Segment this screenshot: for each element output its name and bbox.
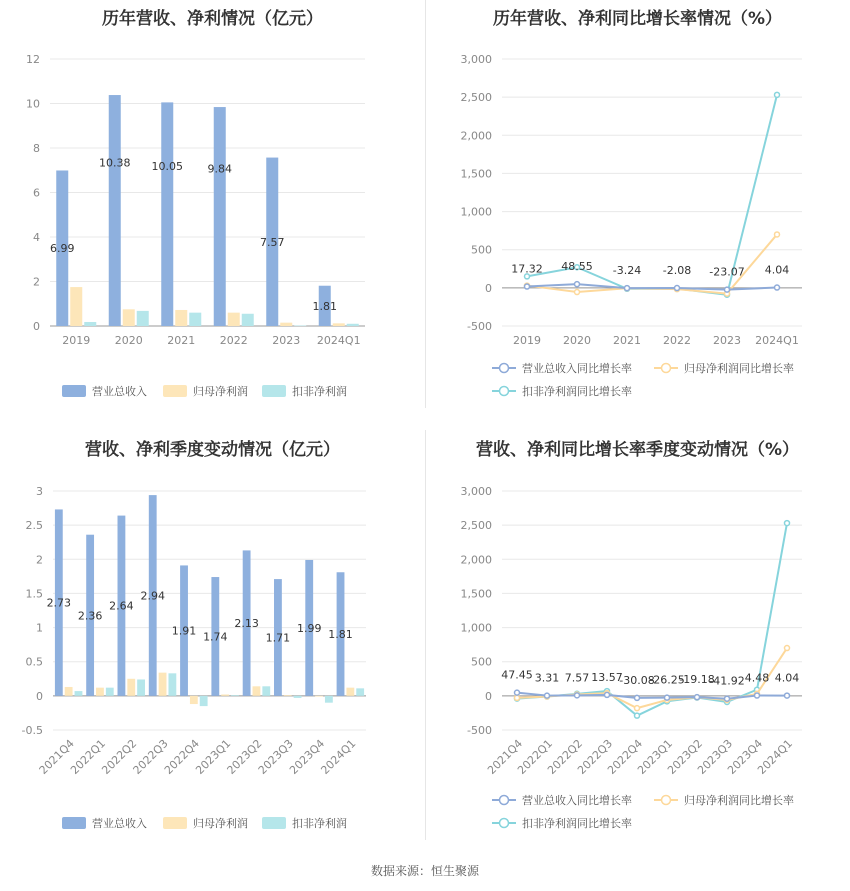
bar-deducted-profit — [294, 326, 306, 327]
bar-deducted-profit — [231, 695, 239, 696]
x-tick-label: 2023Q1 — [193, 736, 234, 777]
x-tick-label: 2023 — [713, 334, 741, 347]
data-label: 1.71 — [265, 631, 291, 645]
x-tick-label: 2024Q1 — [318, 736, 359, 777]
data-label: 2.73 — [46, 596, 72, 610]
data-point — [575, 290, 580, 295]
y-tick-label: 0 — [36, 689, 43, 703]
y-tick-label: 500 — [471, 655, 492, 669]
bar-revenue — [161, 102, 173, 326]
data-point — [785, 521, 790, 526]
x-tick-label: 2023 — [272, 334, 301, 347]
y-tick-label: 1,000 — [460, 621, 492, 635]
y-tick-label: -0.5 — [21, 724, 43, 737]
x-tick-label: 2024Q1 — [755, 334, 799, 347]
x-tick-label: 2022Q1 — [68, 736, 109, 777]
x-tick-label: 2022Q4 — [161, 736, 202, 777]
data-label: 6.99 — [50, 242, 75, 256]
bar-deducted-profit — [356, 688, 364, 696]
x-tick-label: 2019 — [513, 334, 541, 347]
y-tick-label: 2,000 — [460, 553, 492, 567]
bar-revenue — [109, 95, 121, 326]
legend-label: 营业总收入同比增长率 — [522, 362, 632, 375]
bar-net-profit — [253, 686, 261, 696]
x-tick-label: 2021Q4 — [485, 736, 526, 777]
legend-item[interactable] — [262, 384, 347, 398]
y-tick-label: 3 — [36, 485, 43, 498]
bar-deducted-profit — [242, 314, 254, 326]
data-label: 48.55 — [561, 260, 593, 274]
data-label: -19.18 — [679, 673, 715, 687]
x-tick-label: 2022Q1 — [515, 736, 556, 777]
data-label: 2.64 — [109, 599, 134, 613]
data-label: 4.48 — [744, 671, 770, 685]
legend-swatch — [262, 385, 286, 397]
data-point — [545, 693, 550, 698]
bar-net-profit — [175, 310, 187, 326]
data-point — [775, 285, 780, 290]
bar-deducted-profit — [75, 691, 83, 696]
data-point — [785, 646, 790, 651]
data-point — [775, 92, 780, 97]
legend-label: 归母净利润 — [193, 385, 248, 398]
data-point — [755, 693, 760, 698]
y-tick-label: 8 — [33, 142, 40, 155]
y-tick-label: 1,500 — [460, 167, 492, 181]
legend-item[interactable] — [654, 793, 794, 807]
bar-deducted-profit — [325, 696, 333, 703]
y-tick-label: 2,500 — [460, 519, 492, 533]
bar-net-profit — [228, 313, 240, 326]
bar-deducted-profit — [168, 673, 176, 696]
data-point — [515, 695, 520, 700]
data-point — [515, 690, 520, 695]
y-tick-label: 1.5 — [25, 587, 43, 601]
data-label: 2.36 — [77, 609, 103, 623]
y-tick-label: 6 — [33, 186, 40, 200]
x-tick-label: 2024Q1 — [316, 334, 361, 347]
bar-deducted-profit — [347, 324, 359, 326]
data-label: 7.57 — [260, 235, 285, 249]
data-point — [785, 693, 790, 698]
bar-deducted-profit — [84, 322, 96, 326]
chart-title-quarterly-revenue: 营收、净利季度变动情况（亿元） — [85, 440, 340, 460]
x-tick-label: 2020 — [114, 334, 143, 347]
data-point — [775, 232, 780, 237]
legend-swatch — [163, 817, 187, 829]
data-label: 1.91 — [171, 624, 197, 638]
data-point — [725, 696, 730, 701]
bar-net-profit — [96, 688, 104, 696]
legend-label: 归母净利润同比增长率 — [684, 362, 794, 375]
legend-item[interactable] — [262, 816, 347, 830]
x-tick-label: 2019 — [62, 334, 91, 347]
x-tick-label: 2022 — [219, 334, 248, 347]
legend-item[interactable] — [492, 384, 632, 398]
data-point — [575, 282, 580, 287]
legend-marker — [500, 796, 509, 805]
data-label: 10.38 — [99, 156, 131, 170]
legend-item[interactable] — [492, 816, 632, 830]
data-label: 2.13 — [234, 617, 259, 631]
legend-marker — [662, 364, 671, 373]
legend-label: 扣非净利润同比增长率 — [522, 385, 632, 398]
y-tick-label: 1,000 — [460, 205, 492, 219]
data-point — [695, 695, 700, 700]
y-tick-label: 0 — [485, 689, 492, 703]
data-point — [635, 713, 640, 718]
data-point — [635, 706, 640, 711]
bar-net-profit — [159, 673, 167, 696]
data-point — [575, 693, 580, 698]
bar-net-profit — [280, 323, 292, 326]
x-tick-label: 2023Q4 — [725, 736, 766, 777]
data-label: 1.99 — [296, 621, 322, 635]
legend-swatch — [262, 817, 286, 829]
data-label: 10.05 — [151, 160, 183, 174]
bar-net-profit — [333, 323, 345, 326]
legend-marker — [500, 387, 509, 396]
y-tick-label: 0 — [33, 320, 40, 333]
bar-net-profit — [346, 688, 354, 696]
bar-net-profit — [190, 696, 198, 704]
data-label: -30.08 — [619, 673, 655, 687]
x-tick-label: 2023Q4 — [287, 736, 328, 777]
legend-marker — [500, 819, 509, 828]
data-source-note: 数据来源：恒生聚源 — [370, 864, 479, 878]
legend-marker — [500, 364, 509, 373]
chart-2 — [461, 53, 803, 398]
legend-swatch — [62, 385, 86, 397]
legend-item[interactable] — [492, 361, 632, 375]
legend-label: 营业总收入 — [92, 817, 147, 830]
data-label: -3.24 — [612, 264, 642, 278]
data-point — [635, 695, 640, 700]
x-tick-label: 2022Q3 — [130, 736, 171, 777]
y-tick-label: 2,500 — [460, 91, 492, 105]
bar-deducted-profit — [137, 311, 149, 326]
y-tick-label: 3,000 — [460, 485, 492, 498]
y-tick-label: 2.5 — [25, 519, 43, 533]
x-tick-label: 2021Q4 — [36, 736, 77, 777]
x-tick-label: 2022 — [663, 334, 691, 347]
legend-swatch — [62, 817, 86, 829]
x-tick-label: 2022Q3 — [575, 736, 616, 777]
legend-item[interactable] — [163, 384, 248, 398]
data-label: 4.04 — [764, 263, 790, 277]
legend-label: 营业总收入同比增长率 — [522, 794, 632, 807]
legend-item[interactable] — [62, 816, 147, 830]
legend-label: 归母净利润同比增长率 — [684, 794, 794, 807]
y-tick-label: 2 — [33, 275, 40, 289]
y-tick-label: -500 — [467, 320, 492, 333]
data-label: -26.25 — [649, 673, 685, 687]
y-tick-label: 12 — [26, 53, 40, 66]
x-tick-label: 2023Q2 — [665, 736, 706, 777]
legend-swatch — [163, 385, 187, 397]
bar-net-profit — [127, 679, 135, 696]
x-tick-label: 2021 — [167, 334, 196, 347]
bar-deducted-profit — [137, 679, 145, 695]
data-label: 1.74 — [203, 630, 228, 644]
data-label: 1.81 — [312, 299, 337, 313]
data-label: 2.94 — [140, 589, 165, 603]
bar-net-profit — [65, 687, 73, 696]
y-tick-label: 1,500 — [460, 587, 492, 601]
legend-item[interactable] — [163, 816, 248, 830]
x-tick-label: 2022Q4 — [605, 736, 646, 777]
data-label: 7.57 — [564, 671, 590, 685]
chart-title-annual-growth: 历年营收、净利同比增长率情况（%） — [492, 9, 783, 29]
data-label: 13.57 — [591, 670, 623, 684]
y-tick-label: 2,000 — [460, 129, 492, 143]
bar-deducted-profit — [262, 686, 270, 696]
data-label: -23.07 — [709, 265, 745, 279]
bar-deducted-profit — [189, 313, 201, 326]
legend-label: 扣非净利润 — [292, 385, 347, 398]
series-line-1 — [527, 284, 777, 289]
chart-4 — [461, 485, 803, 830]
bar-net-profit — [221, 694, 229, 695]
x-tick-label: 2023Q3 — [255, 736, 296, 777]
data-label: -2.08 — [662, 264, 692, 278]
bar-net-profit — [70, 287, 82, 326]
y-tick-label: 500 — [471, 243, 492, 257]
y-tick-label: 3,000 — [460, 53, 492, 66]
data-point — [725, 287, 730, 292]
x-tick-label: 2023Q2 — [224, 736, 265, 777]
data-point — [625, 286, 630, 291]
bar-net-profit — [123, 309, 135, 326]
data-point — [675, 286, 680, 291]
legend-item[interactable] — [62, 384, 147, 398]
legend-label: 扣非净利润 — [292, 817, 347, 830]
legend-label: 归母净利润 — [193, 817, 248, 830]
legend-label: 扣非净利润同比增长率 — [522, 817, 632, 830]
bar-deducted-profit — [106, 688, 114, 696]
x-tick-label: 2023Q3 — [695, 736, 736, 777]
chart-title-quarterly-growth: 营收、净利同比增长率季度变动情况（%） — [475, 440, 800, 460]
bar-net-profit — [284, 695, 292, 696]
data-label: 4.04 — [774, 671, 800, 685]
y-tick-label: 4 — [33, 231, 40, 244]
bar-deducted-profit — [294, 696, 302, 698]
bar-net-profit — [315, 696, 323, 697]
x-tick-label: 2021 — [613, 334, 641, 347]
data-label: -41.92 — [709, 674, 745, 688]
legend-item[interactable] — [654, 361, 794, 375]
y-tick-label: 1 — [36, 621, 43, 635]
bar-revenue — [214, 107, 226, 326]
x-tick-label: 2024Q1 — [755, 736, 796, 777]
x-tick-label: 2022Q2 — [99, 736, 140, 777]
x-tick-label: 2023Q1 — [635, 736, 676, 777]
y-tick-label: -500 — [467, 724, 492, 737]
data-point — [605, 692, 610, 697]
x-tick-label: 2020 — [563, 334, 591, 347]
y-tick-label: 0.5 — [25, 655, 43, 669]
legend-label: 营业总收入 — [92, 385, 147, 398]
bar-deducted-profit — [200, 696, 208, 706]
y-tick-label: 0 — [485, 281, 492, 295]
y-tick-label: 2 — [36, 553, 43, 567]
legend-item[interactable] — [492, 793, 632, 807]
chart-1 — [26, 53, 365, 398]
data-label: 47.45 — [501, 668, 533, 682]
data-label: 17.32 — [511, 262, 543, 276]
legend-marker — [662, 796, 671, 805]
chart-3 — [22, 485, 366, 830]
data-label: 1.81 — [328, 628, 353, 642]
y-tick-label: 10 — [26, 97, 40, 111]
data-label: 9.84 — [207, 162, 232, 176]
x-tick-label: 2022Q2 — [545, 736, 586, 777]
data-point — [525, 284, 530, 289]
data-point — [665, 695, 670, 700]
data-label: 3.31 — [534, 671, 560, 685]
chart-title-annual-revenue: 历年营收、净利情况（亿元） — [102, 9, 323, 29]
